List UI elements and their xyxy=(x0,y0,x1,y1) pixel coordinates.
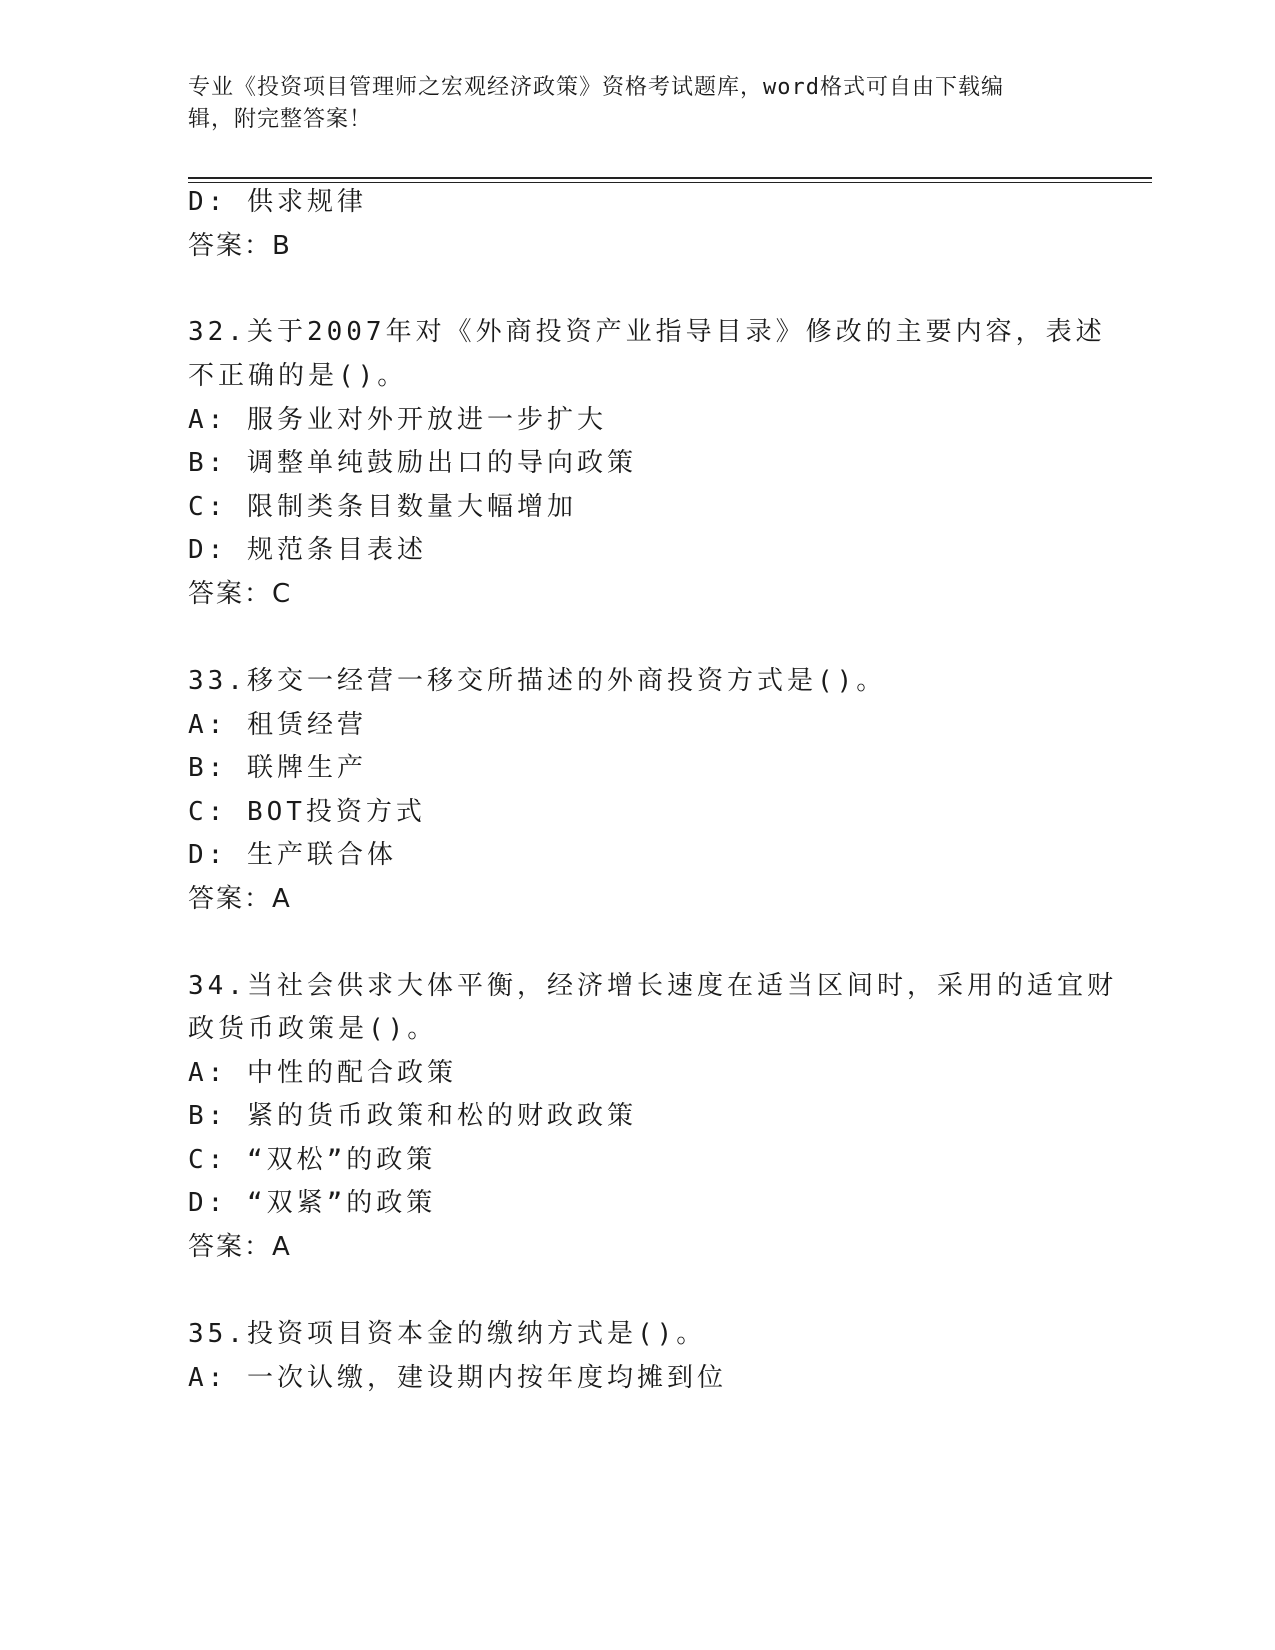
page-header xyxy=(188,72,1088,136)
q34-answer: 答案：A xyxy=(188,1232,292,1262)
q35-stem-line-1: 35.投资项目资本金的缴纳方式是()。 xyxy=(188,1319,707,1349)
prev-option-d: D: 供求规律 xyxy=(188,187,367,217)
q33-option-b: B: 联牌生产 xyxy=(188,753,367,783)
prev-answer: 答案：B xyxy=(188,231,292,261)
q33-option-a: A: 租赁经营 xyxy=(188,710,367,740)
q34-option-d: D: “双紧”的政策 xyxy=(188,1188,437,1218)
q34-option-b: B: 紧的货币政策和松的财政政策 xyxy=(188,1101,637,1131)
q33-option-d: D: 生产联合体 xyxy=(188,840,397,870)
q34-stem-line-2: 政货币政策是()。 xyxy=(188,1014,438,1044)
q35-option-a: A: 一次认缴，建设期内按年度均摊到位 xyxy=(188,1363,727,1393)
q34-stem-line-1: 34.当社会供求大体平衡，经济增长速度在适当区间时，采用的适宜财 xyxy=(188,971,1117,1001)
q32-option-b: B: 调整单纯鼓励出口的导向政策 xyxy=(188,448,637,478)
header-divider-thin xyxy=(188,182,1152,183)
q32-answer: 答案：C xyxy=(188,579,293,609)
q32-option-a: A: 服务业对外开放进一步扩大 xyxy=(188,405,607,435)
q34-option-c: C: “双松”的政策 xyxy=(188,1145,437,1175)
q33-option-c: C: BOT投资方式 xyxy=(188,797,426,827)
q32-option-c: C: 限制类条目数量大幅增加 xyxy=(188,492,577,522)
q33-stem-line-1: 33.移交一经营一移交所描述的外商投资方式是()。 xyxy=(188,666,887,696)
header-line-1: 专业《投资项目管理师之宏观经济政策》资格考试题库，word格式可自由下载编 xyxy=(188,75,1004,100)
q32-option-d: D: 规范条目表述 xyxy=(188,535,427,565)
header-divider-thick xyxy=(188,177,1152,179)
q33-answer: 答案：A xyxy=(188,884,292,914)
header-line-2: 辑，附完整答案！ xyxy=(188,107,373,132)
q34-option-a: A: 中性的配合政策 xyxy=(188,1058,457,1088)
q32-stem-line-1: 32.关于2007年对《外商投资产业指导目录》修改的主要内容，表述 xyxy=(188,317,1106,347)
q32-stem-line-2: 不正确的是()。 xyxy=(188,361,408,391)
